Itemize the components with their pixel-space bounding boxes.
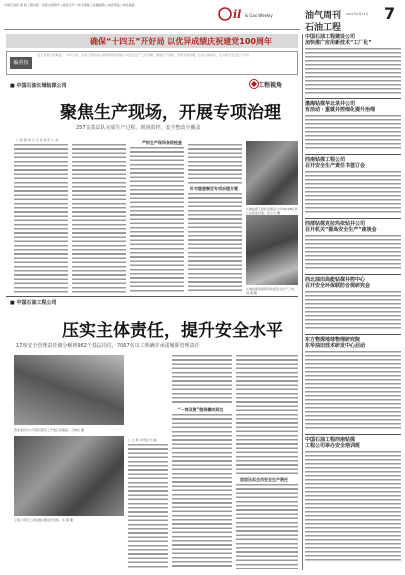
sidebar-item-text	[305, 48, 401, 96]
article1-subhead-1: 严抓生产现场各级检查	[142, 140, 182, 145]
article2-photo-top	[14, 355, 124, 425]
article1-byline: □ 郝 敬 周 志 宇 刘 昌 阳 王 旭	[16, 138, 59, 142]
article1-headline: 聚焦生产现场，开展专项治理	[60, 103, 281, 123]
sidebar-item-title: 渤海钻探华北录井公司 有活动・重就井控细化提升治理	[305, 101, 376, 113]
oil-weekly-logo	[218, 6, 278, 22]
article1-caption-1: 长城钻探工程技术服务公司40128队员工在检查设备。张小凡 摄	[246, 207, 298, 215]
sidebar-sep	[305, 434, 401, 435]
sidebar-sep	[305, 98, 401, 99]
sidebar-item-title: 中国石油工程建设公司 加快推广应用新技术“工厂化”	[305, 34, 372, 46]
sidebar-item-text	[305, 235, 401, 271]
article1-photo-top	[246, 141, 298, 205]
article1-caption-2: 长城钻探各级领导检查安全生产工作。刘 翔 摄	[246, 287, 298, 295]
sidebar-item-title: 西北油田高能钻探井控中心 召开安全环保联防合规研究会	[305, 277, 371, 289]
article-divider	[6, 296, 298, 297]
article1-photo-bottom	[246, 215, 298, 285]
article1-column3	[130, 147, 184, 294]
section-title: 石油工程	[305, 23, 342, 33]
article2-subhead-1: “一岗双责”做到横向到边	[178, 407, 224, 412]
article1-subhead: 257支基层队完成生产过程、现场监控，安全整改全覆盖	[76, 125, 201, 131]
article2-column2	[172, 414, 232, 569]
editor-note-text: “安全是最大的效益”。今年以来，石油工程系统认真贯彻落实集团公司安全生产工作部署，聚焦生产现场，开展专项治理，压实主体责任，全力提升安全生产水平。	[36, 53, 253, 57]
sidebar-item-7	[305, 437, 401, 561]
sidebar-sep	[305, 274, 401, 275]
sidebar-item-4	[305, 221, 401, 271]
article2-column2-top	[172, 355, 232, 405]
svg-text:il: il	[233, 8, 242, 21]
sidebar-item-6	[305, 337, 401, 431]
article2-column3	[236, 484, 298, 569]
sidebar-sep	[305, 154, 401, 155]
sidebar-item-2	[305, 101, 401, 151]
article1-column1	[14, 144, 68, 294]
sidebar-sep	[305, 334, 401, 335]
article1-column2	[72, 144, 126, 294]
sidebar-item-text	[305, 171, 401, 215]
issue-date: 2021年5月13日	[346, 12, 369, 16]
article2-subhead: 17项安全管理责任细分解到962个基层岗位，7067名员工明确并承诺履职管理责任	[16, 343, 200, 349]
sidebar	[305, 34, 401, 570]
sidebar-item-text	[305, 291, 401, 331]
sidebar-item-title: 西部钻探克拉玛依钻井公司 召开机关“提高安全生产”座谈会	[305, 221, 377, 233]
article1-subhead-2: 针对隐患制定专项治理方案	[190, 186, 238, 191]
article2-caption-1: 西北油田分公司项目部员工开展应急演练。王晓东 摄	[14, 428, 84, 432]
article1-column4-top	[188, 144, 242, 184]
weekly-title: 油气周刊	[305, 11, 342, 21]
article2-byline: □ 王 辉 李雪松 刘 瀚	[128, 438, 157, 442]
banner-slogan: 确保“十四五”开好局 以优异成绩庆祝建党100周年	[90, 37, 272, 46]
sidebar-item-title: 中国石油工程西南钻探 工程公司举办安全培训班	[305, 437, 361, 449]
article1-dept: ■ 中国石油长城钻探公司	[10, 82, 66, 89]
sidebar-item-title: 西南钻探工程公司 召开安全生产责任书签订会	[305, 157, 366, 169]
sidebar-divider	[302, 34, 303, 570]
article2-column3-top	[236, 355, 298, 475]
sidebar-item-text	[305, 351, 401, 431]
sidebar-item-text	[305, 115, 401, 151]
sidebar-item-title: 东方物探地球物理研究院 东华油田技术研发中心启动	[305, 337, 366, 349]
article2-dept: ■ 中国石油工程公司	[10, 299, 56, 306]
article2-subhead-2: 层层压实全员安全生产责任	[240, 477, 288, 482]
svg-text:& Gas Weekly: & Gas Weekly	[245, 13, 273, 18]
sidebar-item-5	[305, 277, 401, 331]
sidebar-item-text	[305, 451, 401, 561]
masthead-info: 中国石油报 第 版 | 国内统一连续出版物号 | 邮发代号 | 电子邮箱 | 投稿邮箱 | 本版责编 | 本版美编	[4, 3, 135, 7]
sidebar-sep	[305, 218, 401, 219]
article1-column4	[188, 193, 242, 294]
article2-column1	[128, 444, 168, 569]
engineering-view-label: 工程视角	[258, 82, 283, 89]
editor-note-label: 编者按	[10, 57, 32, 69]
sidebar-item-3	[305, 157, 401, 215]
header-divider	[4, 29, 300, 30]
article2-headline: 压实主体责任，提升安全水平	[62, 321, 283, 341]
page-number: 7	[384, 4, 396, 23]
article2-caption-2: 工程公司员工对检测仪器进行校验。许 静 摄	[14, 518, 73, 522]
sidebar-item-1	[305, 34, 401, 96]
article2-photo-bottom	[14, 436, 124, 516]
